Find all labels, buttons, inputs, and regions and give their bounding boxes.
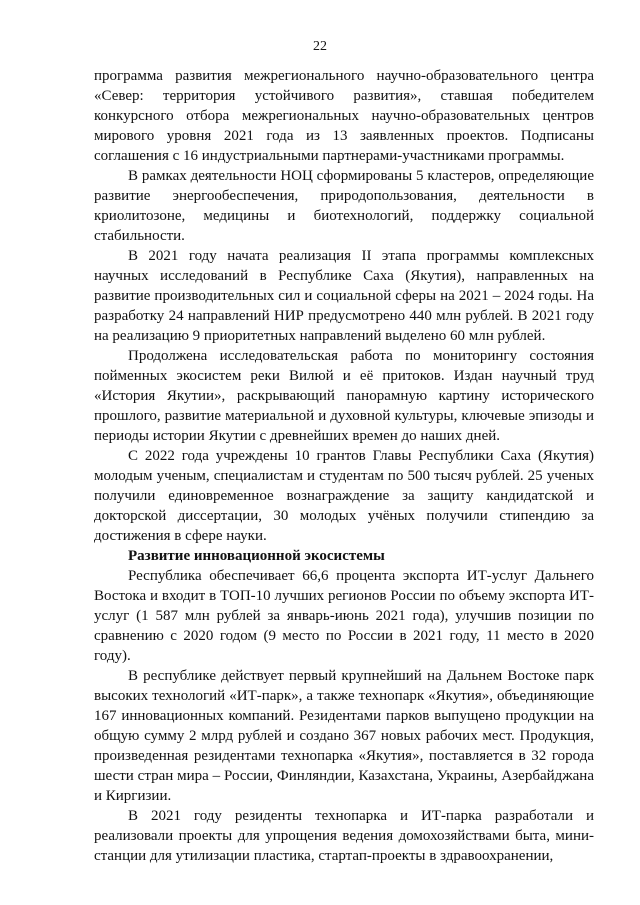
paragraph-noc-clusters: В рамках деятельности НОЦ сформированы 5 кластеров, определяющие развитие энергообеспечения, природопользования, деятельности в криолитозоне, медицины и биотехнологий, поддержку социальной стабильности. [94, 168, 594, 244]
paragraph-resident-projects: В 2021 году резиденты технопарка и ИТ-парка разработали и реализовали проекты для упрощения ведения домохозяйствами быта, мини-станции для утилизации пластика, стартап-проекты в здравоохранении, [94, 808, 594, 864]
paragraph-continuation: программа развития межрегионального научно-образовательного центра «Север: территория устойчивого развития», ставшая победителем конкурсного отбора межрегиональных научно-образовательных центров мирового уровня 2021 года из 13 заявленных проектов. Подписаны соглашения с 16 индустриальными партнерами-участниками программы. [94, 68, 594, 164]
page-number: 22 [313, 39, 327, 54]
paragraph-research-program: В 2021 году начата реализация II этапа программы комплексных научных исследований в Республике Саха (Якутия), направленных на развитие производительных сил и социальной сферы на 2021 – 2024 годы. На разработку 24 направлений НИР предусмотрено 440 млн рублей. В 2021 году на реализацию 9 приоритетных направлений выделено 60 млн рублей. [94, 248, 594, 344]
paragraph-technoparks: В республике действует первый крупнейший на Дальнем Востоке парк высоких технологий «ИТ-парк», а также технопарк «Якутия», объединяющие 167 инновационных компаний. Резидентами парков выпущено продукции на общую сумму 2 млрд рублей и создано 367 новых рабочих мест. Продукция, произведенная резидентами технопарка «Якутия», поставляется в 32 города шести стран мира – России, Финляндии, Казахстана, Украины, Азербайджана и Киргизии. [94, 668, 594, 804]
section-heading: Развитие инновационной экосистемы [128, 548, 385, 564]
document-body [94, 66, 594, 866]
paragraph-ecosystem-monitoring: Продолжена исследовательская работа по мониторингу состояния пойменных экосистем реки Вилюй и её притоков. Издан научный труд «История Якутии», раскрывающий панорамную картину исторического прошлого, развитие материальной и духовной культуры, ключевые эпизоды и периоды истории Якутии с древнейших времен до наших дней. [94, 348, 594, 444]
paragraph-grants: С 2022 года учреждены 10 грантов Главы Республики Саха (Якутия) молодым ученым, специалистам и студентам по 500 тысяч рублей. 25 ученых получили единовременное вознаграждение за защиту кандидатской и докторской диссертации, 30 молодых учёных получили стипендию за достижения в сфере науки. [94, 448, 594, 544]
paragraph-it-export: Республика обеспечивает 66,6 процента экспорта ИТ-услуг Дальнего Востока и входит в ТОП-10 лучших регионов России по объему экспорта ИТ-услуг (1 587 млн рублей за январь-июнь 2021 года), улучшив позиции по сравнению с 2020 годом (9 место по России в 2021 году, 11 место в 2020 году). [94, 568, 594, 664]
